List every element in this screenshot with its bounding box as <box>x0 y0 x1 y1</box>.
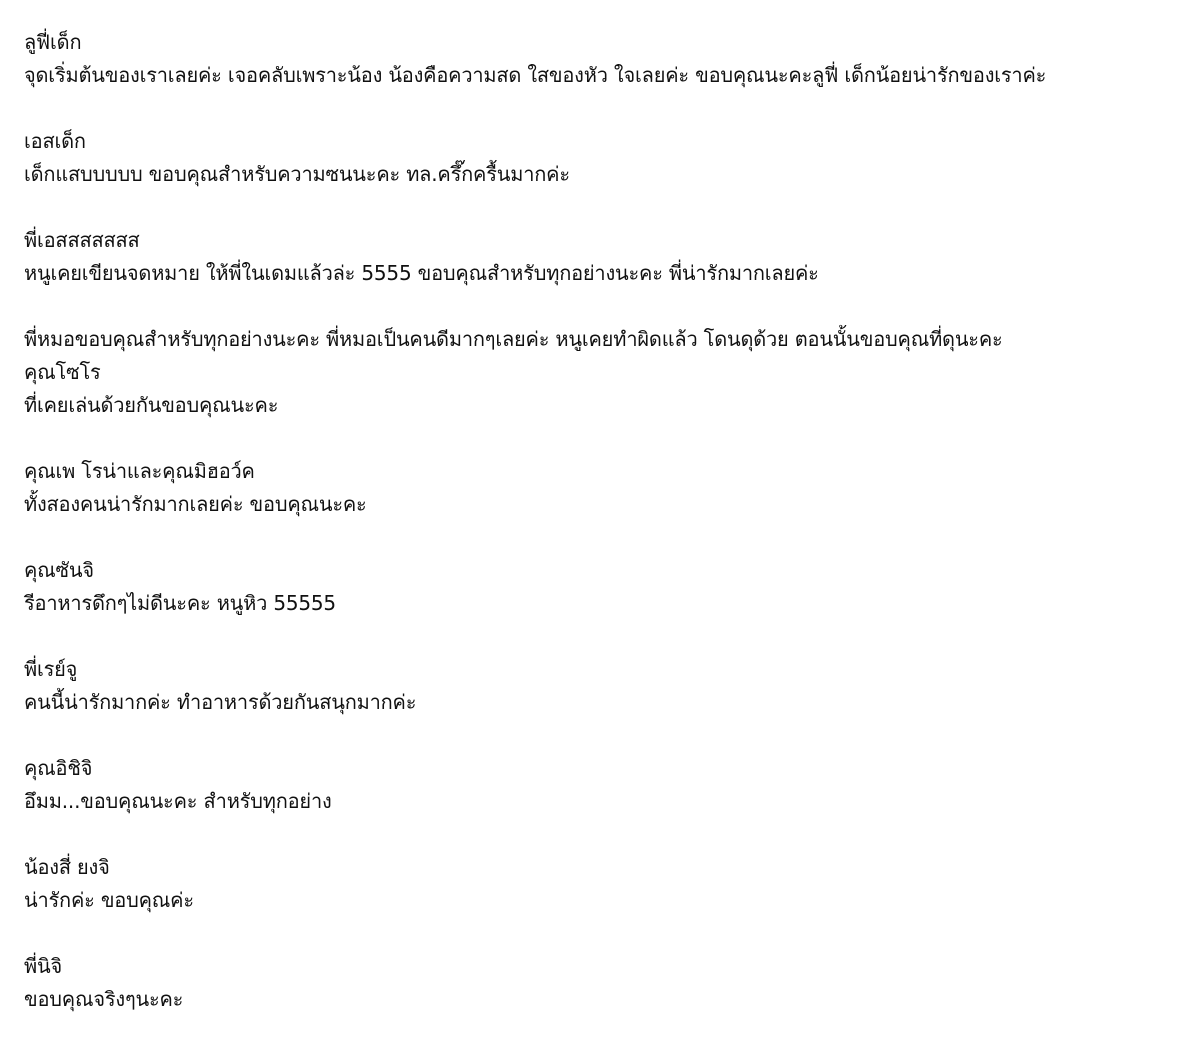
paragraph-yonji <box>24 851 1192 917</box>
paragraph-heading: คุณโซโร <box>24 360 101 384</box>
paragraph-text: เด็กแสบบบบบ ขอบคุณสำหรับความซนนะคะ ทล.ครึ๊กครื้นมากค่ะ <box>24 162 570 186</box>
paragraph-ace-senior <box>24 224 1192 290</box>
paragraph-text: อึมม...ขอบคุณนะคะ สำหรับทุกอย่าง <box>24 789 332 813</box>
paragraph-text: พี่หมอขอบคุณสำหรับทุกอย่างนะคะ พี่หมอเป็นคนดีมากๆเลยค่ะ หนูเคยทำผิดแล้ว โดนดุด้วย ตอนนั้นขอบคุณที่ดุนะคะ <box>24 327 1003 351</box>
paragraph-niji <box>24 950 1192 1016</box>
paragraph-luffy <box>24 26 1192 92</box>
paragraph-heading: เอสเด็ก <box>24 129 86 153</box>
paragraph-text: จุดเริ่มต้นของเราเลยค่ะ เจอคลับเพราะน้อง น้องคือความสด ใสของหัว ใจเลยค่ะ ขอบคุณนะคะลูฟี่ เด็กน้อยน่ารักของเราค่ะ <box>24 63 1047 87</box>
paragraph-reiju <box>24 653 1192 719</box>
paragraph-perona-mihawk <box>24 455 1192 521</box>
paragraph-heading: คุณอิชิจิ <box>24 756 93 780</box>
paragraph-sanji <box>24 554 1192 620</box>
paragraph-text: ที่เคยเล่นด้วยกันขอบคุณนะคะ <box>24 393 279 417</box>
paragraph-ace <box>24 125 1192 191</box>
paragraph-text: น่ารักค่ะ ขอบคุณค่ะ <box>24 888 194 912</box>
paragraph-heading: น้องสี่ ยงจิ <box>24 855 110 879</box>
paragraph-ichiji <box>24 752 1192 818</box>
paragraph-heading: คุณซันจิ <box>24 558 94 582</box>
paragraph-text: หนูเคยเขียนจดหมาย ให้พี่ในเดมแล้วล่ะ 5555 ขอบคุณสำหรับทุกอย่างนะคะ พี่น่ารักมากเลยค่ะ <box>24 261 819 285</box>
paragraph-heading: พี่เอสสสสสสส <box>24 228 140 252</box>
paragraph-heading: ลูฟี่เด็ก <box>24 30 82 54</box>
paragraph-text: ทั้งสองคนน่ารักมากเลยค่ะ ขอบคุณนะคะ <box>24 492 367 516</box>
paragraph-heading: คุณเพ โรน่าและคุณมิฮอว์ค <box>24 459 255 483</box>
paragraph-text: ขอบคุณจริงๆนะคะ <box>24 987 184 1011</box>
document-body <box>24 26 1192 1049</box>
paragraph-heading: พี่นิจิ <box>24 954 62 978</box>
paragraph-heading: พี่เรย์จู <box>24 657 78 681</box>
paragraph-text: รีอาหารดึกๆไม่ดีนะคะ หนูหิว 55555 <box>24 591 336 615</box>
paragraph-doctor-zoro <box>24 323 1192 422</box>
paragraph-text: คนนี้น่ารักมากค่ะ ทำอาหารด้วยกันสนุกมากค่ะ <box>24 690 417 714</box>
